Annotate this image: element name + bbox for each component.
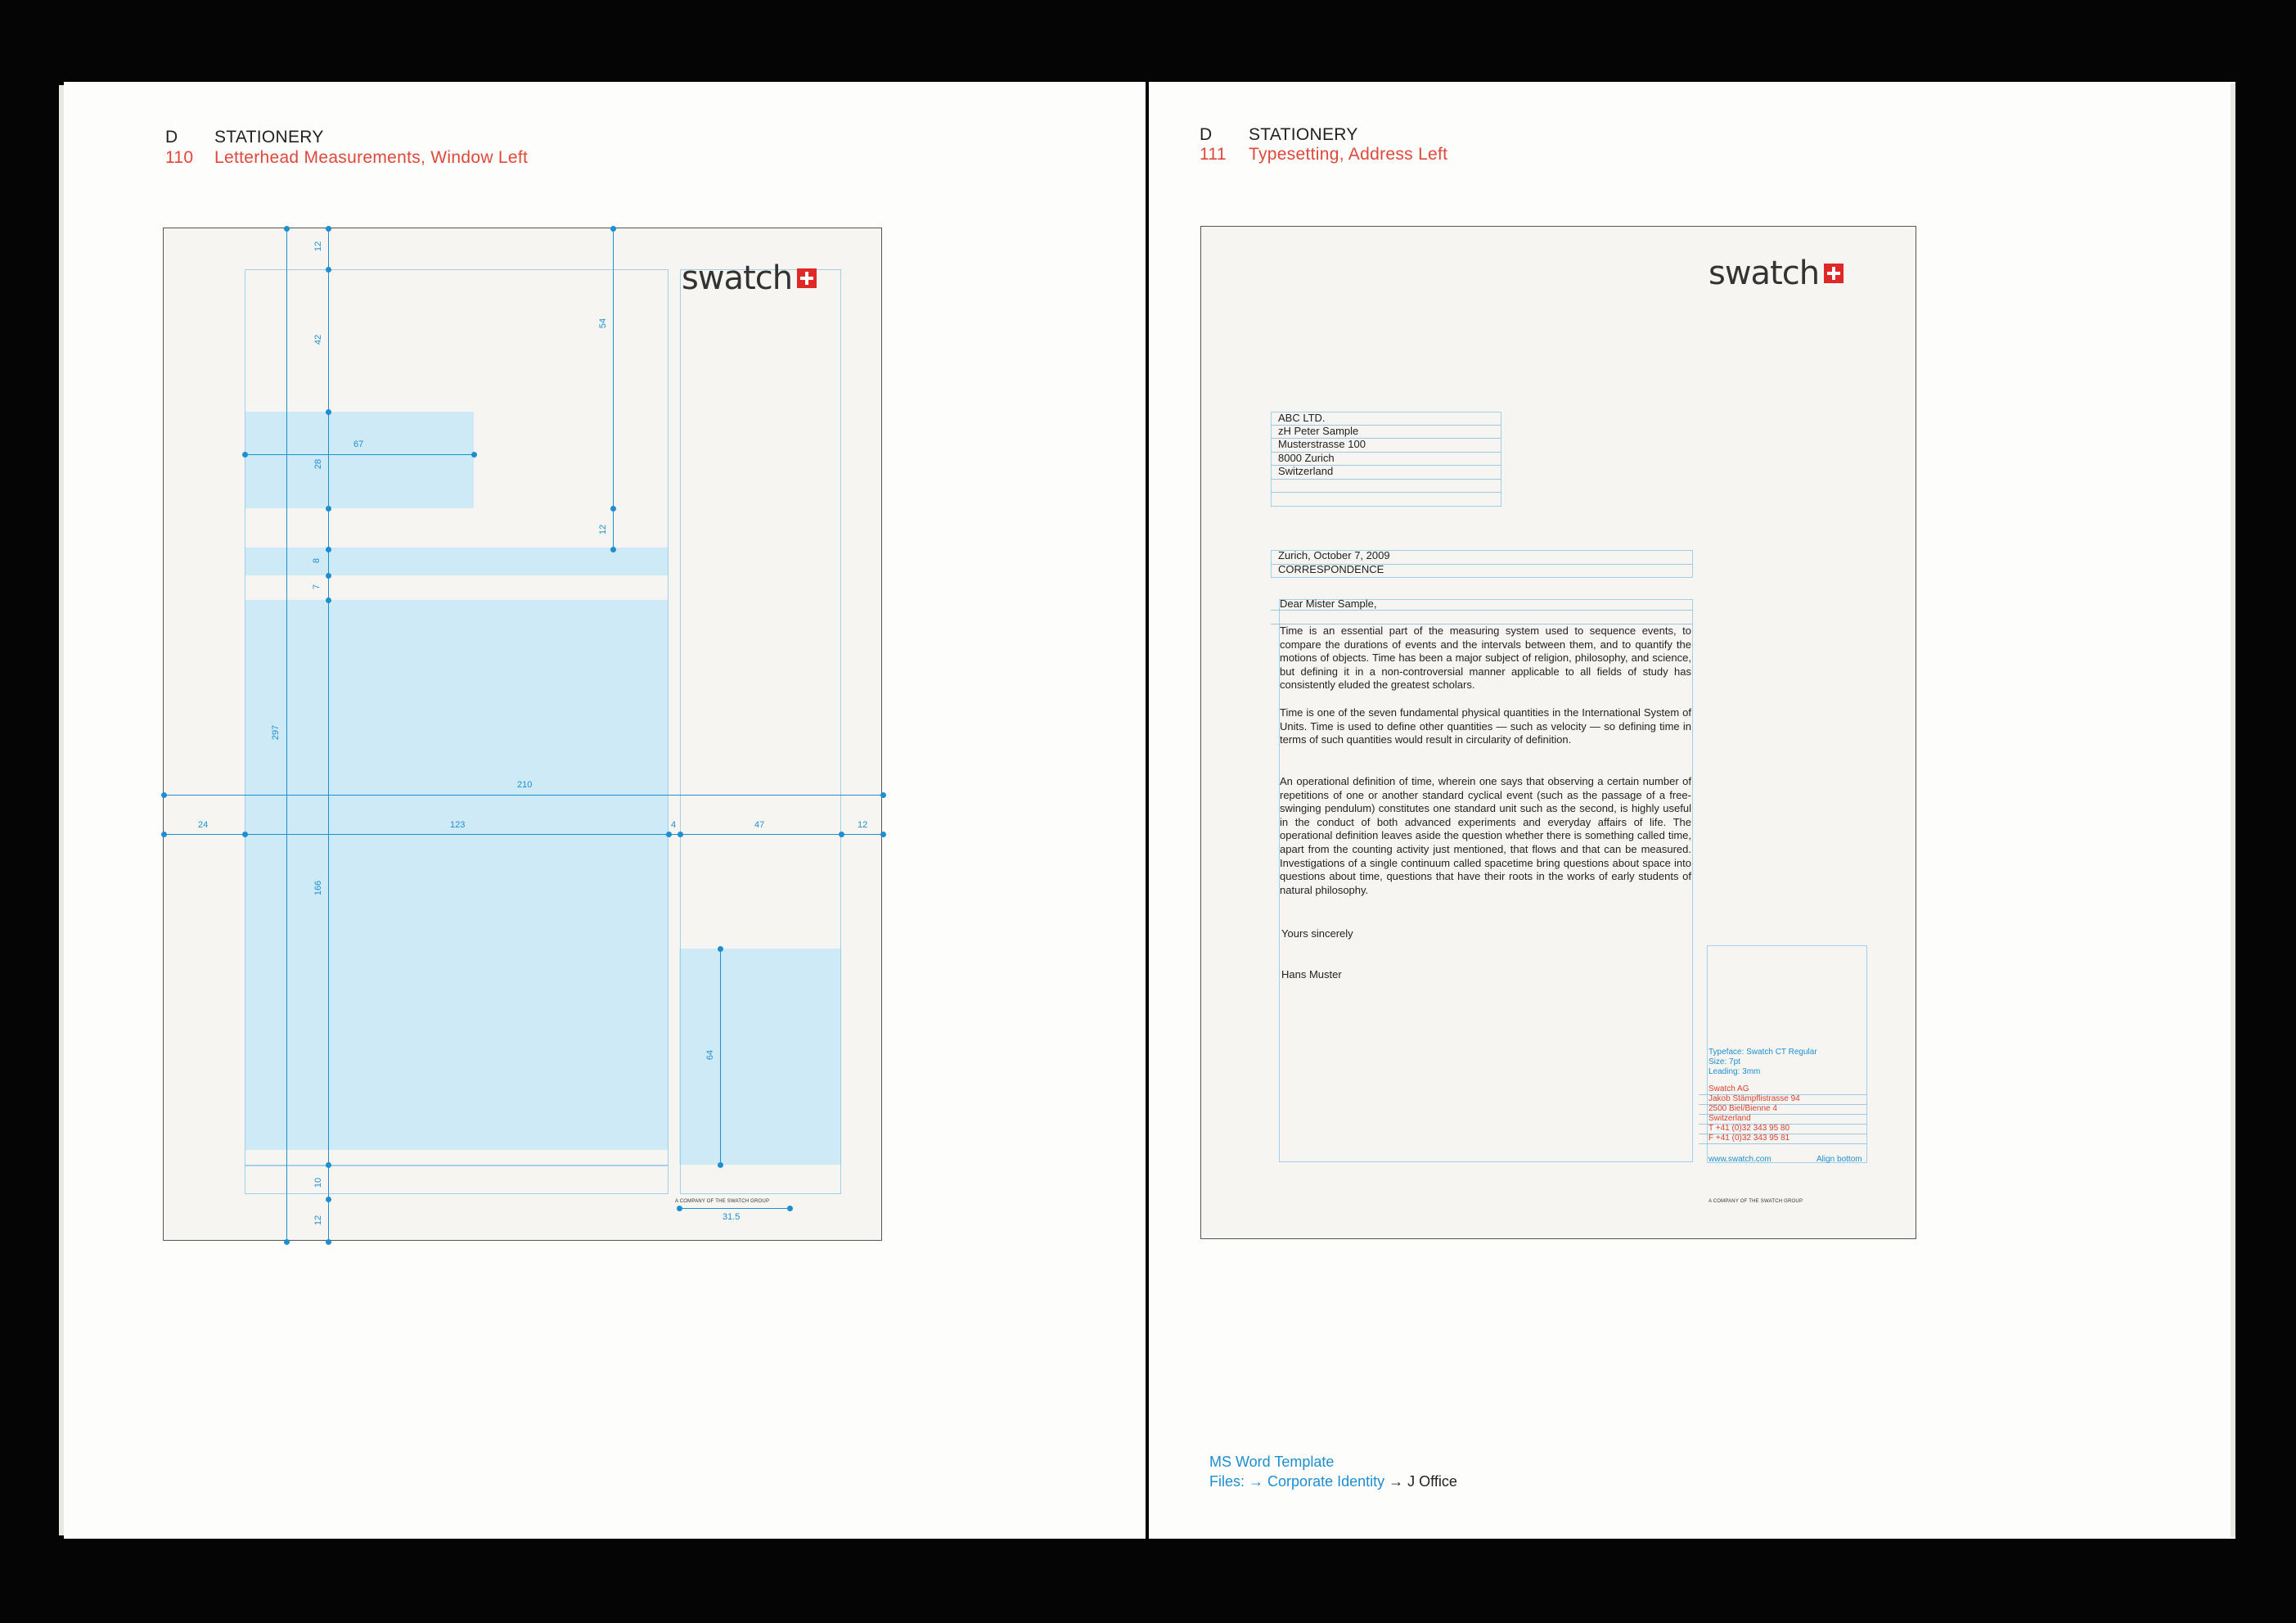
measure-label: 28 <box>313 458 324 470</box>
template-title: MS Word Template <box>1209 1454 1335 1470</box>
measure-dot <box>242 452 248 458</box>
measure-dot <box>326 597 331 603</box>
left-page <box>64 82 1146 1539</box>
measure-dot <box>718 946 723 952</box>
measure-label: 12 <box>313 241 324 252</box>
measure-dot <box>326 1239 331 1245</box>
measure-label: 12 <box>313 1215 324 1226</box>
bottom-guide <box>245 1165 669 1166</box>
measure-dot <box>326 573 331 579</box>
measure-label: 64 <box>705 1049 716 1061</box>
measure-dot <box>326 267 331 273</box>
salutation: Dear Mister Sample, <box>1280 597 1377 610</box>
measure-label: 7 <box>312 584 322 590</box>
swiss-cross-icon <box>797 268 817 288</box>
measure-dot <box>284 226 290 232</box>
measure-label: 10 <box>313 1177 324 1188</box>
address-line: Switzerland <box>1278 465 1334 477</box>
body-paragraph: Time is an essential part of the measuring system used to sequence events, to compare the durations of events and the intervals between them, and to quantify the motions of objects. Time has been a major subject of religion, philosophy, and science, but defining it in a non-controversial manner applicable to all fields of study has consistently eluded the greatest scholars. <box>1280 624 1691 692</box>
corporate-identity-link[interactable]: Corporate Identity <box>1267 1473 1385 1490</box>
measure-dot <box>161 832 167 837</box>
measure-dot <box>610 226 616 232</box>
measure-line-31-5 <box>679 1208 790 1209</box>
measure-line-widths <box>164 834 883 835</box>
measure-line-67 <box>245 454 474 455</box>
right-page <box>1149 82 2235 1539</box>
guide-rule <box>1271 492 1501 493</box>
measure-label: 54 <box>598 318 609 329</box>
section-title: STATIONERY <box>214 128 324 147</box>
measure-dot <box>284 1239 290 1245</box>
align-note: Align bottom <box>1817 1155 1862 1164</box>
measure-label: 31.5 <box>723 1212 741 1222</box>
address-line: Musterstrasse 100 <box>1278 438 1366 450</box>
files-label: Files: <box>1209 1473 1245 1490</box>
phone: T +41 (0)32 343 95 80 <box>1708 1124 1790 1133</box>
address-line: ABC LTD. <box>1278 412 1326 424</box>
measure-dot <box>471 452 477 458</box>
measure-dot <box>678 832 683 837</box>
section-letter: D <box>165 128 178 147</box>
page-subheader <box>165 148 528 168</box>
measure-label: 123 <box>450 820 466 830</box>
measure-dot <box>610 506 616 512</box>
address-line: zH Peter Sample <box>1278 425 1359 437</box>
measure-dot <box>666 832 672 837</box>
guide-rule <box>1271 610 1693 611</box>
section-letter: D <box>1200 125 1213 144</box>
section-header <box>1200 125 1358 145</box>
company-line: Swatch AG <box>1708 1084 1749 1093</box>
measure-dot <box>326 547 331 552</box>
section-header <box>165 128 324 147</box>
measure-label: 67 <box>353 440 364 449</box>
address-line: 8000 Zurich <box>1278 452 1335 464</box>
company-line: Jakob Stämpflistrasse 94 <box>1708 1094 1800 1103</box>
guide-rule <box>1699 1143 1867 1144</box>
page-subheader <box>1200 145 1447 165</box>
section-title: STATIONERY <box>1249 125 1358 144</box>
measure-dot <box>677 1206 682 1211</box>
letter-date: Zurich, October 7, 2009 <box>1278 549 1390 561</box>
measure-line-210 <box>164 795 883 796</box>
measure-label: 8 <box>312 557 322 564</box>
page-number: 110 <box>165 148 194 167</box>
logo-text: swatch <box>1708 255 1820 292</box>
measure-label: 4 <box>671 820 677 830</box>
measure-line-297 <box>286 228 287 1242</box>
measure-dot <box>880 832 886 837</box>
letterhead-sheet <box>163 228 882 1241</box>
group-mark: A COMPANY OF THE SWATCH GROUP <box>675 1199 770 1204</box>
measure-line-64 <box>720 949 721 1165</box>
measure-dot <box>610 547 616 552</box>
measure-dot <box>787 1206 793 1211</box>
measure-dot <box>242 832 248 837</box>
letter-sheet <box>1200 226 1916 1239</box>
guide-rule <box>1271 479 1501 480</box>
measure-dot <box>880 792 886 798</box>
type-spec-line: Typeface: Swatch CT Regular <box>1708 1048 1817 1057</box>
measure-dot <box>718 1162 723 1168</box>
measure-dot <box>326 226 331 232</box>
measure-label: 210 <box>517 780 533 790</box>
swatch-logo <box>1708 255 1844 292</box>
group-mark: A COMPANY OF THE SWATCH GROUP <box>1708 1199 1803 1204</box>
website: www.swatch.com <box>1708 1155 1772 1164</box>
body-paragraph: Time is one of the seven fundamental physical quantities in the International System of Units. Time is used to define other quantities — such as velocity — so defining time in terms of such quantities would result in circularity of definition. <box>1280 706 1691 746</box>
page-subtitle: Typesetting, Address Left <box>1249 145 1448 164</box>
page-number: 111 <box>1200 145 1227 164</box>
measure-label: 42 <box>313 334 324 345</box>
type-spec-line: Leading: 3mm <box>1708 1067 1761 1076</box>
arrow-icon: → <box>1249 1473 1264 1490</box>
body-paragraph: An operational definition of time, wherein one says that observing a certain number of repetitions of one or another standard cyclical event (such as the passage of a free-swinging pendulum) constitutes one standard unit such as the second, is highly useful in the conduct of both advanced experiments and everyday affairs of life. The operational definition leaves aside the question whether there is something called time, apart from the counting activity just mentioned, that flows and that can be measured. Investigations of a single continuum called spacetime bring questions about space into questions about time, questions that have their roots in the works of early students of natural philosophy. <box>1280 775 1691 896</box>
page-subtitle: Letterhead Measurements, Window Left <box>214 148 529 167</box>
measure-line-main <box>328 228 329 1242</box>
swatch-logo <box>682 259 817 297</box>
page-edge <box>59 85 64 1535</box>
measure-label: 47 <box>754 820 765 830</box>
company-line: Switzerland <box>1708 1114 1751 1123</box>
type-spec-line: Size: 7pt <box>1708 1057 1740 1066</box>
side-frame <box>680 269 841 1194</box>
office-link[interactable]: J Office <box>1407 1473 1457 1490</box>
fax: F +41 (0)32 343 95 81 <box>1708 1134 1790 1143</box>
measure-label: 166 <box>313 880 324 896</box>
files-path <box>1209 1472 1457 1491</box>
measure-dot <box>326 409 331 415</box>
measure-label: 24 <box>198 820 209 830</box>
logo-text: swatch <box>682 259 793 297</box>
measure-dot <box>839 832 844 837</box>
measure-label: 12 <box>598 524 609 535</box>
signature: Hans Muster <box>1281 968 1342 981</box>
measure-dot <box>161 792 167 798</box>
swiss-cross-icon <box>1824 264 1844 283</box>
company-line: 2500 Biel/Bienne 4 <box>1708 1104 1777 1113</box>
letter-subject: CORRESPONDENCE <box>1278 563 1384 575</box>
arrow-icon: → <box>1389 1473 1404 1490</box>
measure-label: 297 <box>271 724 281 741</box>
measure-dot <box>326 1197 331 1202</box>
measure-dot <box>326 1162 331 1168</box>
page-edge <box>2231 83 2235 1537</box>
measure-line-54 <box>613 228 614 552</box>
measure-label: 12 <box>858 820 868 830</box>
layout-frame <box>245 269 669 1194</box>
measure-dot <box>326 506 331 512</box>
closing: Yours sincerely <box>1281 927 1353 940</box>
